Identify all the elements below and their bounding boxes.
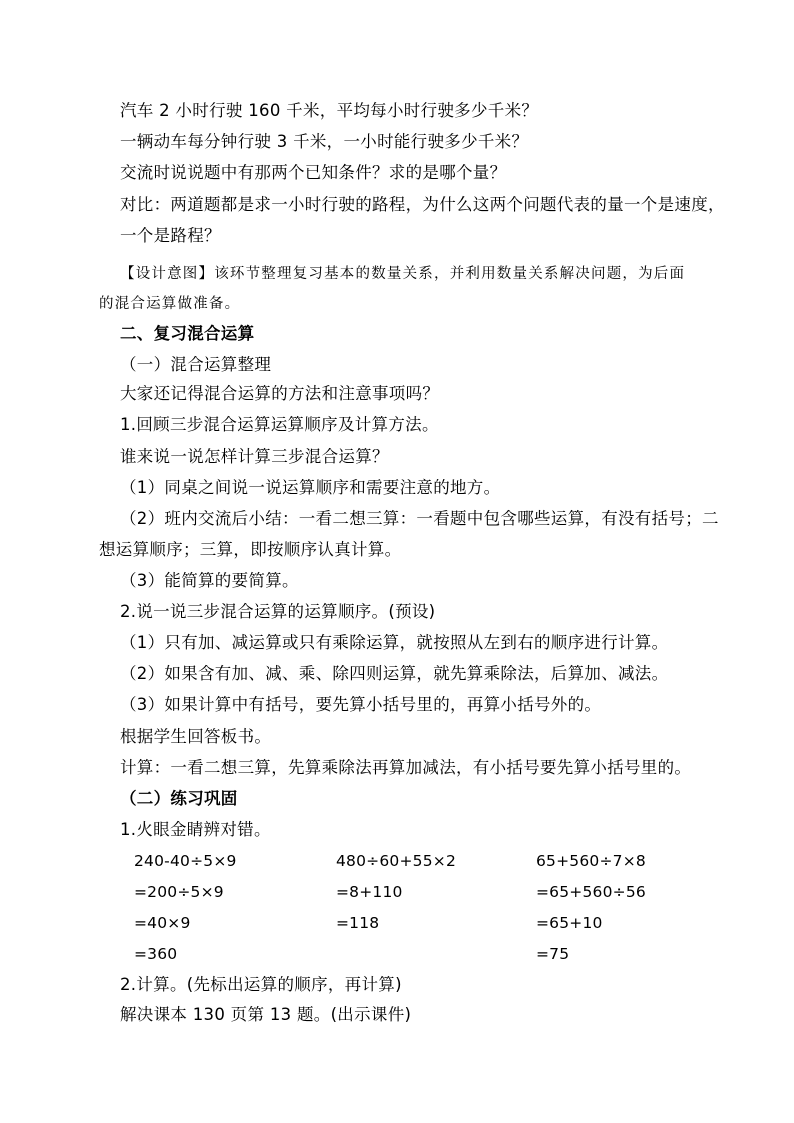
column-1-row-4: =360 — [134, 945, 178, 963]
point-1-item-2-line-2: 想运算顺序；三算，即按顺序认真计算。 — [99, 540, 402, 559]
exercise-2: 2.计算。(先标出运算的顺序，再计算) — [120, 975, 402, 994]
column-3-row-2: =65+560÷56 — [536, 883, 646, 901]
point-1-item-3: （3）能简算的要简算。 — [120, 571, 299, 590]
section-heading: 二、复习混合运算 — [120, 324, 255, 343]
column-3-row-4: =75 — [536, 945, 570, 963]
column-1-row-3: =40×9 — [134, 914, 191, 932]
comparison-line-1: 对比：两道题都是求一小时行驶的路程，为什么这两个问题代表的量一个是速度， — [120, 195, 725, 214]
point-1-question: 谁来说一说怎样计算三步混合运算？ — [120, 447, 389, 466]
point-2: 2.说一说三步混合运算的运算顺序。(预设) — [120, 602, 436, 621]
subsection-heading-2: （二）练习巩固 — [120, 789, 238, 808]
column-2-row-2: =8+110 — [336, 883, 403, 901]
intro-question-1: 汽车 2 小时行驶 160 千米，平均每小时行驶多少千米？ — [120, 101, 539, 120]
intro-question-2: 一辆动车每分钟行驶 3 千米，一小时能行驶多少千米？ — [120, 132, 529, 151]
point-1-item-1: （1）同桌之间说一说运算顺序和需要注意的地方。 — [120, 478, 501, 497]
column-1-row-2: =200÷5×9 — [134, 883, 224, 901]
intro-question-3: 交流时说说题中有那两个已知条件？求的是哪个量？ — [120, 163, 507, 182]
calculation-summary: 计算：一看二想三算，先算乘除法再算加减法，有小括号要先算小括号里的。 — [120, 758, 692, 777]
comparison-line-2: 一个是路程？ — [120, 226, 221, 245]
board-note: 根据学生回答板书。 — [120, 727, 272, 746]
point-1: 1.回顾三步混合运算运算顺序及计算方法。 — [120, 415, 439, 434]
point-2-item-1: （1）只有加、减运算或只有乘除运算，就按照从左到右的顺序进行计算。 — [120, 633, 669, 652]
subsection-heading-1: （一）混合运算整理 — [120, 355, 272, 374]
point-2-item-2: （2）如果含有加、减、乘、除四则运算，就先算乘除法，后算加、减法。 — [120, 664, 669, 683]
design-intent-line-2: 的混合运算做准备。 — [99, 296, 241, 312]
design-intent-line-1: 【设计意图】该环节整理复习基本的数量关系，并利用数量关系解决问题，为后面 — [120, 266, 686, 282]
point-1-item-2-line-1: （2）班内交流后小结：一看二想三算：一看题中包含哪些运算，有没有括号；二 — [120, 509, 719, 528]
column-3-row-3: =65+10 — [536, 914, 603, 932]
column-2-row-3: =118 — [336, 914, 380, 932]
exercise-1: 1.火眼金睛辨对错。 — [120, 820, 271, 839]
exercise-3: 解决课本 130 页第 13 题。(出示课件) — [120, 1005, 412, 1024]
column-3-row-1: 65+560÷7×8 — [536, 852, 646, 870]
point-2-item-3: （3）如果计算中有括号，要先算小括号里的，再算小括号外的。 — [120, 695, 602, 714]
column-1-row-1: 240-40÷5×9 — [134, 852, 237, 870]
review-question: 大家还记得混合运算的方法和注意事项吗？ — [120, 384, 440, 403]
column-2-row-1: 480÷60+55×2 — [336, 852, 457, 870]
